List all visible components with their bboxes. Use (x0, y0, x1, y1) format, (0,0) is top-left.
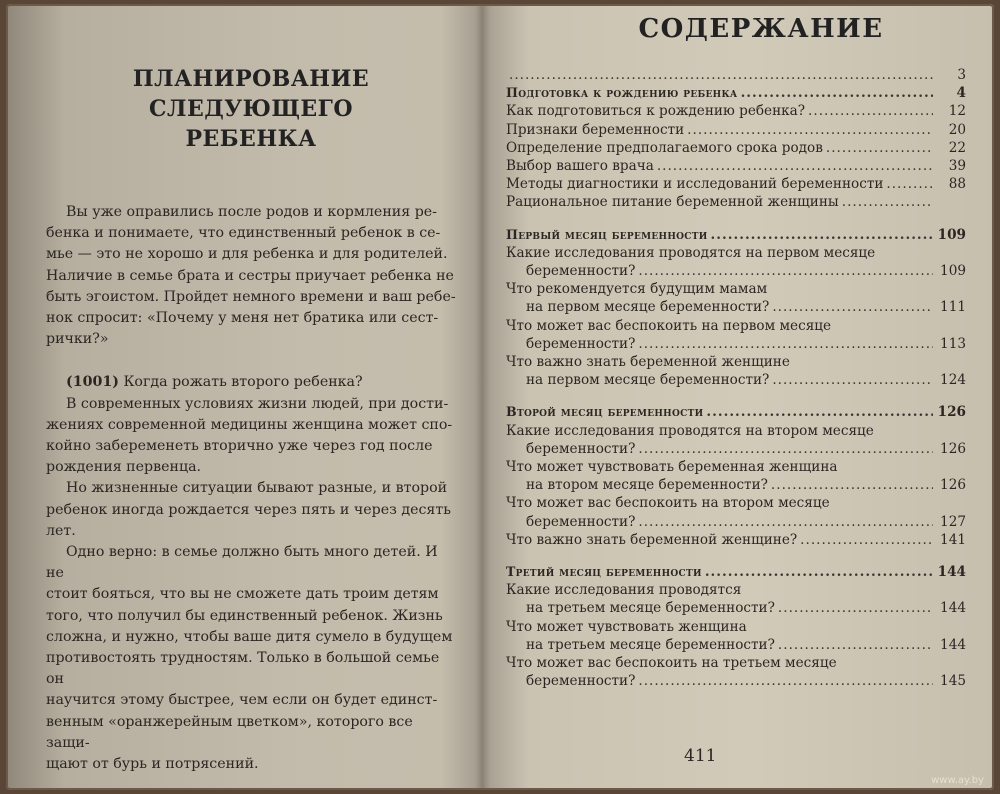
toc-page-number: 126 (940, 440, 966, 457)
toc-page-number: 144 (937, 564, 966, 581)
toc-page-number: 145 (940, 673, 966, 690)
toc-row (506, 422, 966, 440)
toc-row (506, 458, 966, 476)
toc-page-number: 12 (948, 103, 966, 120)
toc-entry-text: Как подготовиться к рождению ребенка? (506, 103, 806, 120)
toc-page-number: 127 (940, 513, 966, 530)
toc-entry-text: Что важно знать беременной женщине? (506, 531, 798, 548)
toc-page-number: 20 (948, 121, 966, 138)
toc-entry-text: Второй месяц беременности (506, 404, 704, 420)
toc-row (506, 317, 966, 335)
contents-title: СОДЕРЖАНИЕ (638, 14, 884, 44)
question-heading (46, 372, 456, 393)
leader-dots (638, 672, 933, 690)
toc-page-number: 141 (940, 531, 966, 548)
toc-entry-text: на третьем месяце беременности? (526, 636, 775, 653)
leader-dots (800, 531, 933, 549)
text-line: нок спросит: «Почему у меня нет братика или сест- (46, 310, 439, 327)
toc-group-gap (506, 389, 966, 403)
toc-row (506, 494, 966, 512)
toc-entry-text: на третьем месяце беременности? (526, 600, 775, 617)
toc-entry-text: Признаки беременности (506, 121, 685, 138)
leader-dots (808, 102, 933, 120)
toc-entry-text: Подготовка к рождению ребенка (506, 85, 738, 101)
toc-page-number: 22 (948, 139, 966, 156)
leader-dots (638, 513, 933, 531)
leader-dots (509, 66, 933, 84)
toc-entry-text: Что может чувствовать женщина (506, 618, 747, 635)
toc-row (506, 440, 966, 458)
left-page (46, 64, 456, 775)
toc-page-number: 113 (940, 335, 966, 352)
toc-row (506, 280, 966, 298)
text-line: стоит бояться, что вы не сможете дать троим детям (46, 586, 439, 603)
toc-entry-text: беременности? (526, 263, 636, 280)
toc-page-number: 126 (937, 404, 966, 421)
question-text: Когда рожать второго ребенка? (123, 374, 363, 391)
text-line: противостоять трудностям. Только в большой семье он (46, 650, 440, 688)
toc-page-number: 109 (940, 263, 966, 280)
toc-row (506, 175, 966, 193)
text-line: ребенок иногда рождается через пять и через десять (46, 501, 451, 518)
answer-paragraph (46, 478, 456, 542)
toc-row (506, 353, 966, 371)
watermark: www.ay.by (931, 775, 984, 786)
toc-row (506, 121, 966, 139)
toc-page-number: 144 (940, 636, 966, 653)
toc-row (506, 298, 966, 316)
text-line: венным «оранжерейным цветком», которого все защи- (46, 713, 413, 751)
toc-entry-text: Первый месяц беременности (506, 226, 708, 242)
text-line: койно забеременеть вторично уже через год после (46, 438, 433, 455)
toc-entry-text: Выбор вашего врача (506, 158, 654, 175)
toc-chapter-row (506, 84, 966, 102)
question-section (46, 372, 456, 775)
toc-entry-text: Какие исследования проводятся (506, 582, 742, 599)
toc-page-number: 126 (940, 477, 966, 494)
toc-entry-text: Третий месяц беременности (506, 564, 702, 580)
toc-row (506, 672, 966, 690)
toc-page-number: 4 (956, 85, 966, 102)
text-line: научится этому быстрее, чем если он будет единст- (46, 692, 438, 709)
toc-entry-text: беременности? (526, 440, 636, 457)
toc-entry-text: Что может вас беспокоить на втором месяце (506, 495, 830, 512)
toc-row (506, 157, 966, 175)
leader-dots (826, 139, 933, 157)
toc-entry-text: Что важно знать беременной женщине (506, 354, 790, 371)
leader-dots (657, 157, 933, 175)
toc-entry-text: беременности? (526, 335, 636, 352)
toc-group-gap (506, 549, 966, 563)
leader-dots (638, 440, 933, 458)
text-line: Одно верно: в семье должно быть много детей. И не (46, 544, 438, 582)
toc-page-number: 111 (940, 299, 966, 316)
toc-page-number: 39 (948, 158, 966, 175)
leader-dots (711, 226, 933, 244)
toc-row (506, 476, 966, 494)
text-line: рички?» (46, 331, 109, 348)
chapter-title-line: ПЛАНИРОВАНИЕ СЛЕДУЮЩЕГО (132, 66, 370, 122)
toc-entry-text: Методы диагностики и исследований беременности (506, 176, 884, 193)
toc-entry-text: на первом месяце беременности? (526, 299, 770, 316)
toc-row (506, 262, 966, 280)
text-line: быть эгоистом. Пройдет немного времени и ваш ребе- (46, 288, 456, 305)
leader-dots (705, 563, 933, 581)
toc-entry-text: Какие исследования проводятся на втором месяце (506, 422, 874, 439)
table-of-contents (506, 66, 966, 691)
toc-entry-text: Что рекомендуется будущим мамам (506, 281, 768, 298)
toc-row (506, 654, 966, 672)
toc-page-number: 144 (940, 600, 966, 617)
toc-row (506, 581, 966, 599)
text-line: Но жизненные ситуации бывают разные, и второй (66, 480, 448, 497)
toc-row (506, 139, 966, 157)
toc-page-number: 88 (948, 176, 966, 193)
toc-chapter-row (506, 226, 966, 244)
toc-page-number: 124 (940, 372, 966, 389)
toc-row (506, 335, 966, 353)
text-line: мье — это не хорошо и для ребенка и для родителей. (46, 246, 448, 263)
right-page (506, 14, 966, 691)
leader-dots (778, 599, 933, 617)
toc-entry-text: на первом месяце беременности? (526, 372, 770, 389)
leader-dots (741, 84, 933, 102)
toc-entry-text: беременности? (526, 673, 636, 690)
text-line: лет. (46, 522, 76, 539)
leader-dots (706, 403, 933, 421)
text-line: сложна, и нужно, чтобы ваше дитя сумело в будущем (46, 628, 453, 645)
leader-dots (886, 175, 933, 193)
text-line: Наличие в семье брата и сестры приучает ребенка не (46, 267, 454, 284)
toc-row (506, 193, 966, 211)
toc-row (506, 513, 966, 531)
toc-row (506, 531, 966, 549)
answer-paragraph (46, 394, 456, 479)
text-line: бенка и понимаете, что единственный ребенок в се- (46, 225, 441, 242)
toc-chapter-row (506, 403, 966, 421)
toc-row (506, 371, 966, 389)
toc-row (506, 636, 966, 654)
leader-dots (772, 298, 933, 316)
toc-entry-text: Что может вас беспокоить на первом месяце (506, 317, 832, 334)
intro-paragraph (46, 202, 456, 350)
toc-group-gap (506, 212, 966, 226)
text-line: жениях современной медицины женщина может спо- (46, 416, 453, 433)
text-line: щают от бурь и потрясений. (46, 756, 259, 773)
leader-dots (771, 476, 933, 494)
page-number: 411 (684, 746, 717, 766)
text-line: рождения первенца. (46, 459, 202, 476)
book-spread (6, 4, 994, 790)
toc-chapter-row (506, 563, 966, 581)
toc-entry-text: Рациональное питание беременной женщины (506, 194, 839, 211)
chapter-title-line: РЕБЕНКА (185, 126, 317, 152)
toc-entry-text: на втором месяце беременности? (526, 477, 768, 494)
text-line: В современных условиях жизни людей, при дости- (66, 395, 449, 412)
toc-row (506, 618, 966, 636)
question-number: (1001) (66, 374, 119, 391)
toc-row (506, 599, 966, 617)
leader-dots (638, 262, 933, 280)
toc-entry-text: Какие исследования проводятся на первом месяце (506, 244, 876, 261)
toc-entry-text: Определение предполагаемого срока родов (506, 139, 823, 156)
toc-groups (506, 84, 966, 690)
toc-row (506, 66, 966, 84)
toc-entry-text: Что может вас беспокоить на третьем месяце (506, 655, 837, 672)
toc-row (506, 102, 966, 120)
leader-dots (687, 121, 933, 139)
toc-page-number: 109 (937, 226, 966, 243)
leader-dots (772, 371, 933, 389)
chapter-title (46, 64, 456, 154)
text-line: Вы уже оправились после родов и кормления ре- (66, 204, 437, 220)
answer-paragraph (46, 542, 456, 775)
leader-dots (778, 636, 933, 654)
text-line: того, что получил бы единственный ребенок. Жизнь (46, 607, 443, 624)
leader-dots (638, 335, 933, 353)
toc-row (506, 244, 966, 262)
toc-entry-text: Что может чувствовать беременная женщина (506, 459, 838, 476)
toc-page-number: 3 (957, 67, 966, 83)
toc-entry-text: беременности? (526, 513, 636, 530)
leader-dots (842, 193, 933, 211)
